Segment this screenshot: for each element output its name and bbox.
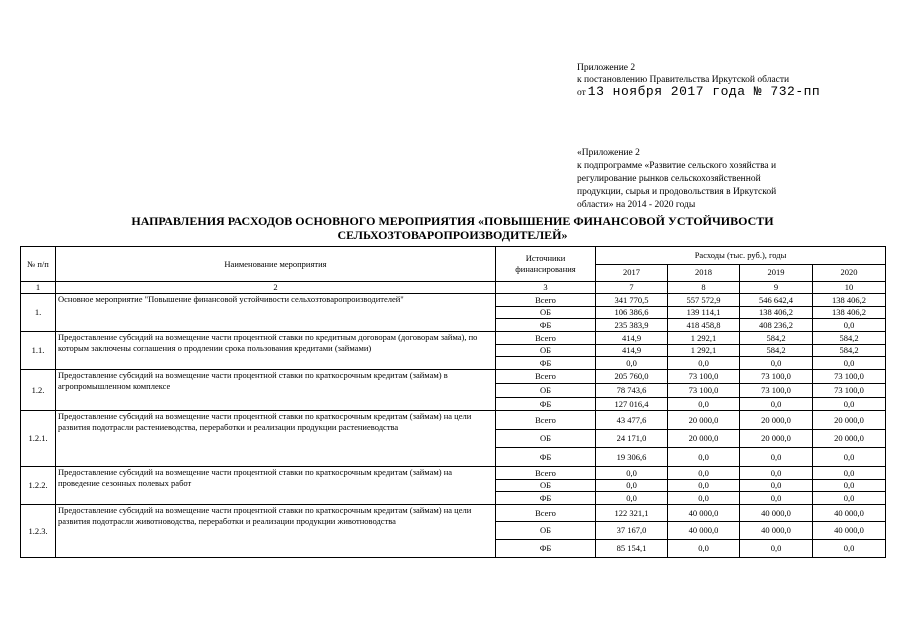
annex-label: Приложение 2	[577, 63, 636, 73]
funding-source: Всего	[496, 332, 596, 345]
expense-value-2019: 546 642,4	[740, 294, 813, 307]
expense-value-2019: 40 000,0	[740, 505, 813, 522]
expense-value-2019: 20 000,0	[740, 411, 813, 430]
table-row	[21, 411, 886, 430]
expense-value-2017: 205 760,0	[596, 370, 668, 384]
expense-value-2017: 341 770,5	[596, 294, 668, 307]
expense-value-2017: 127 016,4	[596, 398, 668, 411]
funding-source: Всего	[496, 370, 596, 384]
expense-value-2017: 0,0	[596, 467, 668, 480]
header-year-2020: 2020	[813, 264, 886, 282]
expense-value-2019: 20 000,0	[740, 430, 813, 448]
funding-source: ФБ	[496, 398, 596, 411]
subprogram-annex-line: к подпрограмме «Развитие сельского хозяйства и	[577, 161, 777, 171]
expense-value-2017: 0,0	[596, 357, 668, 370]
expense-value-2017: 235 383,9	[596, 319, 668, 332]
header-year-2018: 2018	[668, 264, 740, 282]
title-line-1: НАПРАВЛЕНИЯ РАСХОДОВ ОСНОВНОГО МЕРОПРИЯТИЯ «ПОВЫШЕНИЕ ФИНАНСОВОЙ УСТОЙЧИВОСТИ	[131, 214, 774, 228]
row-number: 1.2.3.	[21, 505, 56, 558]
funding-source: Всего	[496, 294, 596, 307]
funding-source: ОБ	[496, 430, 596, 448]
expense-value-2020: 40 000,0	[813, 505, 886, 522]
decree-date: 13 ноября 2017 года № 732-пп	[587, 84, 821, 99]
expense-value-2017: 106 386,6	[596, 307, 668, 319]
column-number: 2	[56, 282, 496, 294]
expense-value-2020: 584,2	[813, 332, 886, 345]
subprogram-annex-block	[577, 147, 817, 212]
expense-value-2019: 0,0	[740, 467, 813, 480]
expense-value-2020: 138 406,2	[813, 294, 886, 307]
expense-value-2018: 20 000,0	[668, 411, 740, 430]
expense-value-2017: 0,0	[596, 492, 668, 505]
expense-value-2020: 73 100,0	[813, 370, 886, 384]
column-number: 10	[813, 282, 886, 294]
funding-source: ФБ	[496, 357, 596, 370]
expense-value-2020: 0,0	[813, 357, 886, 370]
decree-date-line	[577, 86, 820, 99]
expenses-table-body	[21, 294, 886, 558]
header-source: Источники финансирования	[496, 247, 596, 282]
expense-value-2018: 20 000,0	[668, 430, 740, 448]
subprogram-annex-line: продукции, сырья и продовольствия в Иркутской	[577, 187, 777, 197]
column-number: 7	[596, 282, 668, 294]
expense-value-2018: 40 000,0	[668, 522, 740, 540]
title-line-2: СЕЛЬХОЗТОВАРОПРОИЗВОДИТЕЛЕЙ»	[337, 228, 568, 242]
expense-value-2019: 0,0	[740, 540, 813, 558]
expense-value-2019: 0,0	[740, 448, 813, 467]
expense-value-2017: 414,9	[596, 332, 668, 345]
funding-source: ОБ	[496, 480, 596, 492]
activity-name: Предоставление субсидий на возмещение части процентной ставки по краткосрочным кредитам (займам) на цели развития подотрасли растениеводства, переработки и реализации продукции растениеводства	[56, 411, 496, 467]
header-year-2017: 2017	[596, 264, 668, 282]
column-number-row	[21, 282, 886, 294]
expense-value-2017: 24 171,0	[596, 430, 668, 448]
expense-value-2019: 40 000,0	[740, 522, 813, 540]
expense-value-2020: 20 000,0	[813, 430, 886, 448]
expense-value-2017: 43 477,6	[596, 411, 668, 430]
column-number: 8	[668, 282, 740, 294]
expense-value-2019: 0,0	[740, 492, 813, 505]
funding-source: ОБ	[496, 384, 596, 398]
expense-value-2018: 0,0	[668, 357, 740, 370]
funding-source: ФБ	[496, 492, 596, 505]
expense-value-2018: 0,0	[668, 492, 740, 505]
funding-source: ФБ	[496, 319, 596, 332]
expense-value-2018: 418 458,8	[668, 319, 740, 332]
expense-value-2020: 0,0	[813, 492, 886, 505]
expense-value-2020: 0,0	[813, 319, 886, 332]
row-number: 1.1.	[21, 332, 56, 370]
subprogram-annex-line: области» на 2014 - 2020 годы	[577, 200, 696, 210]
decree-annex-block	[577, 62, 820, 99]
expense-value-2020: 0,0	[813, 480, 886, 492]
expense-value-2020: 40 000,0	[813, 522, 886, 540]
expense-value-2017: 414,9	[596, 345, 668, 357]
subprogram-annex-line: регулирование рынков сельскохозяйственной	[577, 174, 761, 184]
expense-value-2020: 0,0	[813, 467, 886, 480]
expense-value-2017: 19 306,6	[596, 448, 668, 467]
funding-source: ФБ	[496, 448, 596, 467]
table-row	[21, 332, 886, 345]
decree-reference: к постановлению Правительства Иркутской области	[577, 75, 790, 85]
funding-source: Всего	[496, 467, 596, 480]
funding-source: Всего	[496, 411, 596, 430]
expense-value-2019: 584,2	[740, 332, 813, 345]
expense-value-2017: 85 154,1	[596, 540, 668, 558]
subprogram-annex-line: «Приложение 2	[577, 148, 640, 158]
activity-name: Предоставление субсидий на возмещение части процентной ставки по кредитным договорам (договорам займа), по которым заключены соглашения о продлении срока пользования кредитами (займами)	[56, 332, 496, 370]
header-expenses: Расходы (тыс. руб.), годы	[596, 247, 886, 265]
activity-name: Предоставление субсидий на возмещение части процентной ставки по краткосрочным кредитам (займам) в агропромышленном комплексе	[56, 370, 496, 411]
expense-value-2018: 0,0	[668, 467, 740, 480]
expense-value-2019: 138 406,2	[740, 307, 813, 319]
expense-value-2020: 584,2	[813, 345, 886, 357]
expense-value-2020: 0,0	[813, 540, 886, 558]
expense-value-2020: 0,0	[813, 448, 886, 467]
expense-value-2018: 0,0	[668, 448, 740, 467]
expense-value-2019: 73 100,0	[740, 384, 813, 398]
column-number: 1	[21, 282, 56, 294]
expense-value-2018: 73 100,0	[668, 384, 740, 398]
expense-value-2018: 73 100,0	[668, 370, 740, 384]
row-number: 1.2.1.	[21, 411, 56, 467]
expense-value-2017: 122 321,1	[596, 505, 668, 522]
expense-value-2019: 0,0	[740, 357, 813, 370]
expense-value-2017: 0,0	[596, 480, 668, 492]
activity-name: Предоставление субсидий на возмещение части процентной ставки по краткосрочным кредитам (займам) на цели развития подотрасли животноводства, переработки и реализации продукции животноводства	[56, 505, 496, 558]
document-title	[20, 214, 885, 242]
table-row	[21, 467, 886, 480]
expense-value-2018: 557 572,9	[668, 294, 740, 307]
funding-source: ОБ	[496, 522, 596, 540]
expense-value-2018: 0,0	[668, 398, 740, 411]
expense-value-2019: 584,2	[740, 345, 813, 357]
expense-value-2020: 138 406,2	[813, 307, 886, 319]
expenses-table	[20, 246, 886, 558]
expense-value-2018: 40 000,0	[668, 505, 740, 522]
date-prefix: от	[577, 88, 586, 98]
row-number: 1.	[21, 294, 56, 332]
table-row	[21, 505, 886, 522]
header-name: Наименование мероприятия	[56, 247, 496, 282]
activity-name: Предоставление субсидий на возмещение части процентной ставки по краткосрочным кредитам (займам) на проведение сезонных полевых работ	[56, 467, 496, 505]
column-number: 3	[496, 282, 596, 294]
expense-value-2018: 1 292,1	[668, 332, 740, 345]
expense-value-2019: 0,0	[740, 398, 813, 411]
expense-value-2017: 78 743,6	[596, 384, 668, 398]
funding-source: ФБ	[496, 540, 596, 558]
expense-value-2019: 73 100,0	[740, 370, 813, 384]
expense-value-2018: 139 114,1	[668, 307, 740, 319]
expense-value-2018: 1 292,1	[668, 345, 740, 357]
activity-name: Основное мероприятие "Повышение финансовой устойчивости сельхозтоваропроизводителей"	[56, 294, 496, 332]
expense-value-2017: 37 167,0	[596, 522, 668, 540]
header-year-2019: 2019	[740, 264, 813, 282]
row-number: 1.2.	[21, 370, 56, 411]
column-number: 9	[740, 282, 813, 294]
expense-value-2020: 0,0	[813, 398, 886, 411]
row-number: 1.2.2.	[21, 467, 56, 505]
expense-value-2020: 73 100,0	[813, 384, 886, 398]
expense-value-2018: 0,0	[668, 540, 740, 558]
table-row	[21, 370, 886, 384]
expense-value-2019: 408 236,2	[740, 319, 813, 332]
funding-source: ОБ	[496, 307, 596, 319]
funding-source: ОБ	[496, 345, 596, 357]
expense-value-2018: 0,0	[668, 480, 740, 492]
funding-source: Всего	[496, 505, 596, 522]
header-num: № п/п	[21, 247, 56, 282]
expense-value-2019: 0,0	[740, 480, 813, 492]
table-row	[21, 294, 886, 307]
expense-value-2020: 20 000,0	[813, 411, 886, 430]
